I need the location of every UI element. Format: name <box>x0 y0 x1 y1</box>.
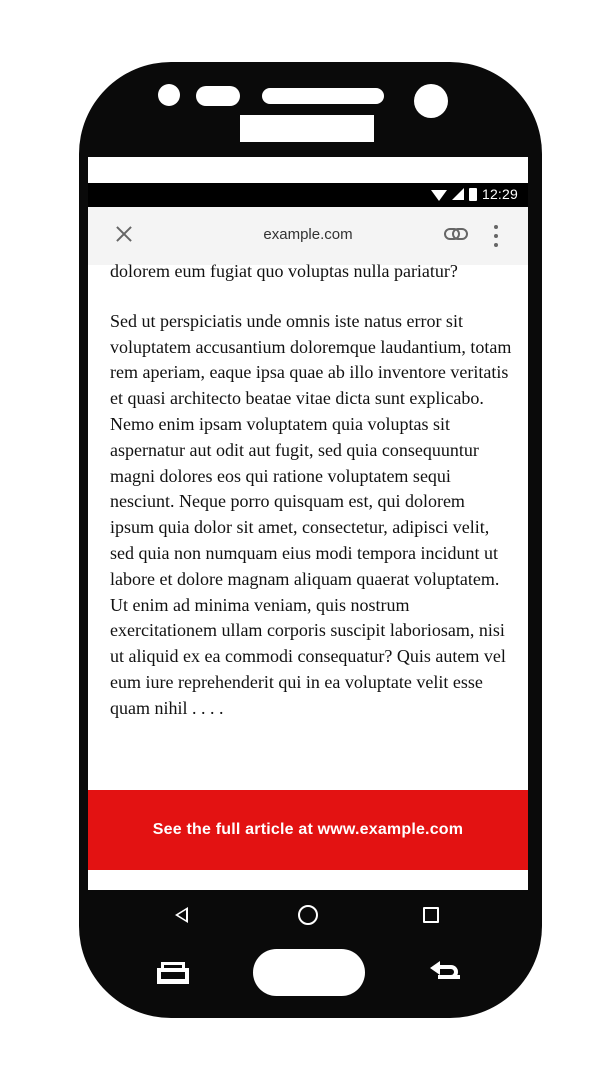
earpiece-bar <box>240 115 374 142</box>
hardware-back-icon[interactable] <box>430 961 464 985</box>
status-icons <box>431 186 518 202</box>
hardware-home-button[interactable] <box>253 949 365 996</box>
article-lead-text: dolorem eum fugiat quo voluptas nulla pariatur? <box>110 261 458 281</box>
page-domain: example.com <box>263 226 353 243</box>
link-icon[interactable] <box>444 228 466 240</box>
signal-icon <box>452 188 464 200</box>
proximity-sensor <box>196 86 240 106</box>
recents-icon[interactable] <box>423 907 439 923</box>
hardware-recents-icon[interactable] <box>157 962 189 984</box>
more-vert-icon[interactable] <box>490 225 502 247</box>
screen-top-band <box>88 157 528 183</box>
front-sensor <box>158 84 180 106</box>
status-time: 12:29 <box>481 186 518 202</box>
full-article-label: See the full article at www.example.com <box>152 821 464 838</box>
battery-icon <box>469 188 477 201</box>
article-content <box>110 259 512 722</box>
status-bar <box>88 183 528 207</box>
article-body-text: Sed ut perspiciatis unde omnis iste natus error sit voluptatem accusantium doloremque laudantium, totam rem aperiam, eaque ipsa quae ab illo inventore veritatis et quasi architecto beatae vitae dicta sunt explicabo. Nemo enim ipsam voluptatem quia voluptas sit aspernatur aut odit aut fugit, sed quia consequuntur magni dolores eos qui ratione voluptatem sequi nesciunt. Neque porro quisquam est, qui dolorem ipsum quia dolor sit amet, consectetur, adipisci velit, sed quia non numquam eius modi tempora incidunt ut labore et dolore magnam aliquam quaerat voluptatem. Ut enim ad minima veniam, quis nostrum exercitationem ullam corporis suscipit laboriosam, nisi ut aliquid ex ea commodi consequatur? Quis autem vel eum iure reprehenderit qui in ea voluptate velit esse quam nihil . . . . <box>110 310 512 718</box>
speaker-grille <box>262 88 384 104</box>
full-article-button[interactable] <box>88 790 528 870</box>
home-icon[interactable] <box>298 905 318 925</box>
back-icon[interactable] <box>175 907 188 923</box>
wifi-icon <box>431 190 447 201</box>
android-nav-bar <box>88 890 528 942</box>
browser-toolbar <box>88 207 528 265</box>
front-camera <box>414 84 448 118</box>
phone-screen <box>88 183 528 890</box>
